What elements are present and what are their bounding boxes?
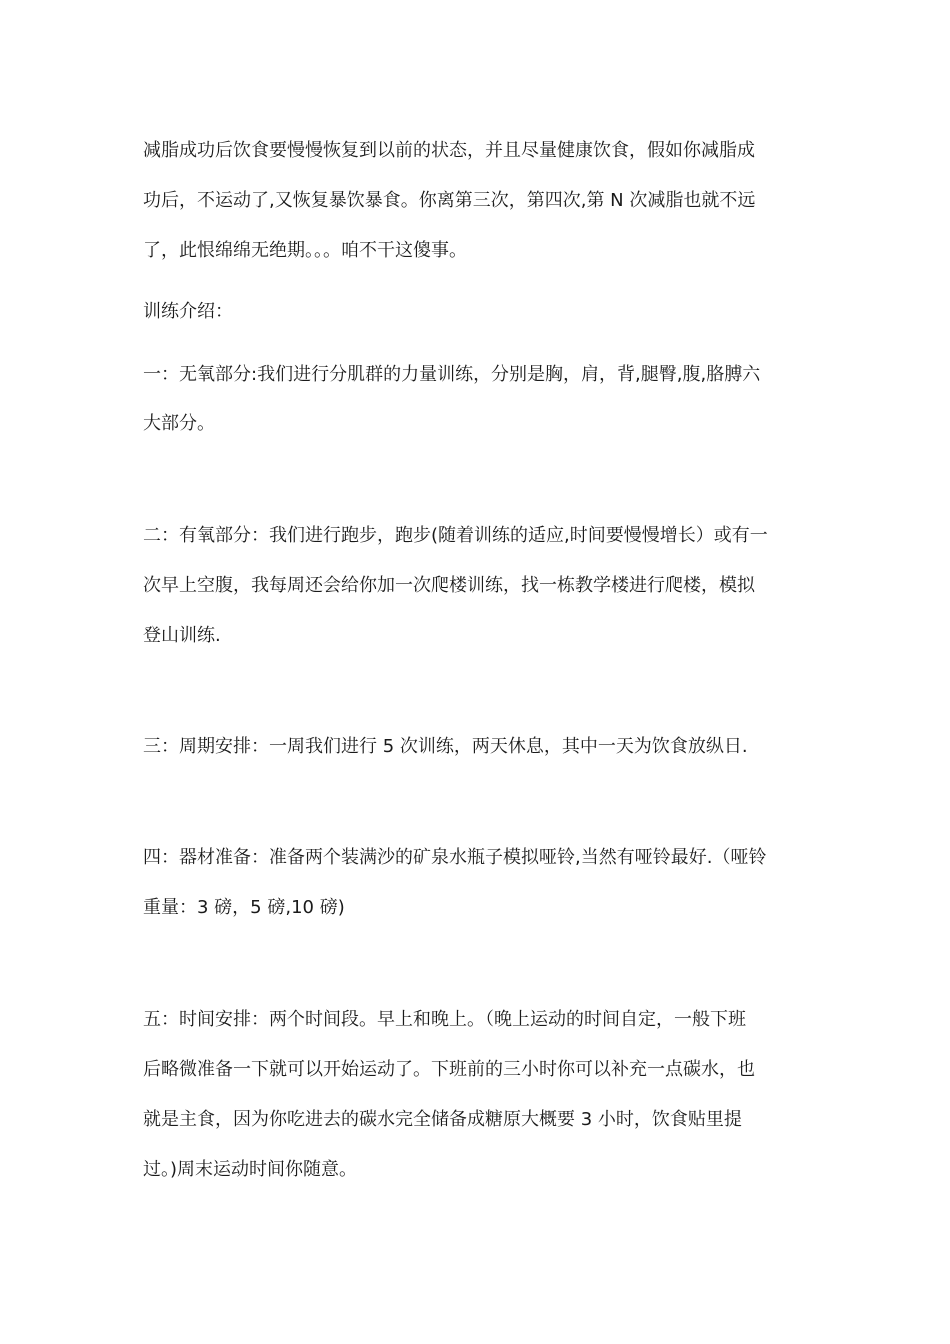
item-4-line-1: 四：器材准备：准备两个装满沙的矿泉水瓶子模拟哑铃,当然有哑铃最好.（哑铃 [143, 847, 767, 868]
section-heading-training: 训练介绍： [143, 301, 233, 322]
paragraph-intro-line-2: 功后，不运动了,又恢复暴饮暴食。你离第三次，第四次,第 N 次减脂也就不远 [143, 190, 756, 211]
item-4-line-2: 重量：3 磅，5 磅,10 磅) [143, 897, 345, 918]
item-1-line-1: 一：无氧部分:我们进行分肌群的力量训练，分别是胸，肩，背,腿臀,腹,胳膊六 [143, 364, 761, 385]
item-5-line-4: 过。)周末运动时间你随意。 [143, 1159, 358, 1180]
paragraph-intro-line-3: 了，此恨绵绵无绝期。。。咱不干这傻事。 [143, 240, 467, 261]
item-5-line-3: 就是主食，因为你吃进去的碳水完全储备成糖原大概要 3 小时，饮食贴里提 [143, 1109, 742, 1130]
item-5-line-2: 后略微准备一下就可以开始运动了。下班前的三小时你可以补充一点碳水，也 [143, 1059, 755, 1080]
item-2-line-3: 登山训练. [143, 625, 221, 646]
item-2-line-2: 次早上空腹，我每周还会给你加一次爬楼训练，找一栋教学楼进行爬楼，模拟 [143, 575, 755, 596]
item-3-line-1: 三：周期安排：一周我们进行 5 次训练，两天休息，其中一天为饮食放纵日. [143, 736, 748, 757]
item-5-line-1: 五：时间安排：两个时间段。早上和晚上。（晚上运动的时间自定，一般下班 [143, 1009, 746, 1030]
item-2-line-1: 二：有氧部分：我们进行跑步，跑步(随着训练的适应,时间要慢慢增长）或有一 [143, 525, 768, 546]
paragraph-intro-line-1: 减脂成功后饮食要慢慢恢复到以前的状态，并且尽量健康饮食，假如你减脂成 [143, 140, 755, 161]
item-1-line-2: 大部分。 [143, 413, 215, 434]
